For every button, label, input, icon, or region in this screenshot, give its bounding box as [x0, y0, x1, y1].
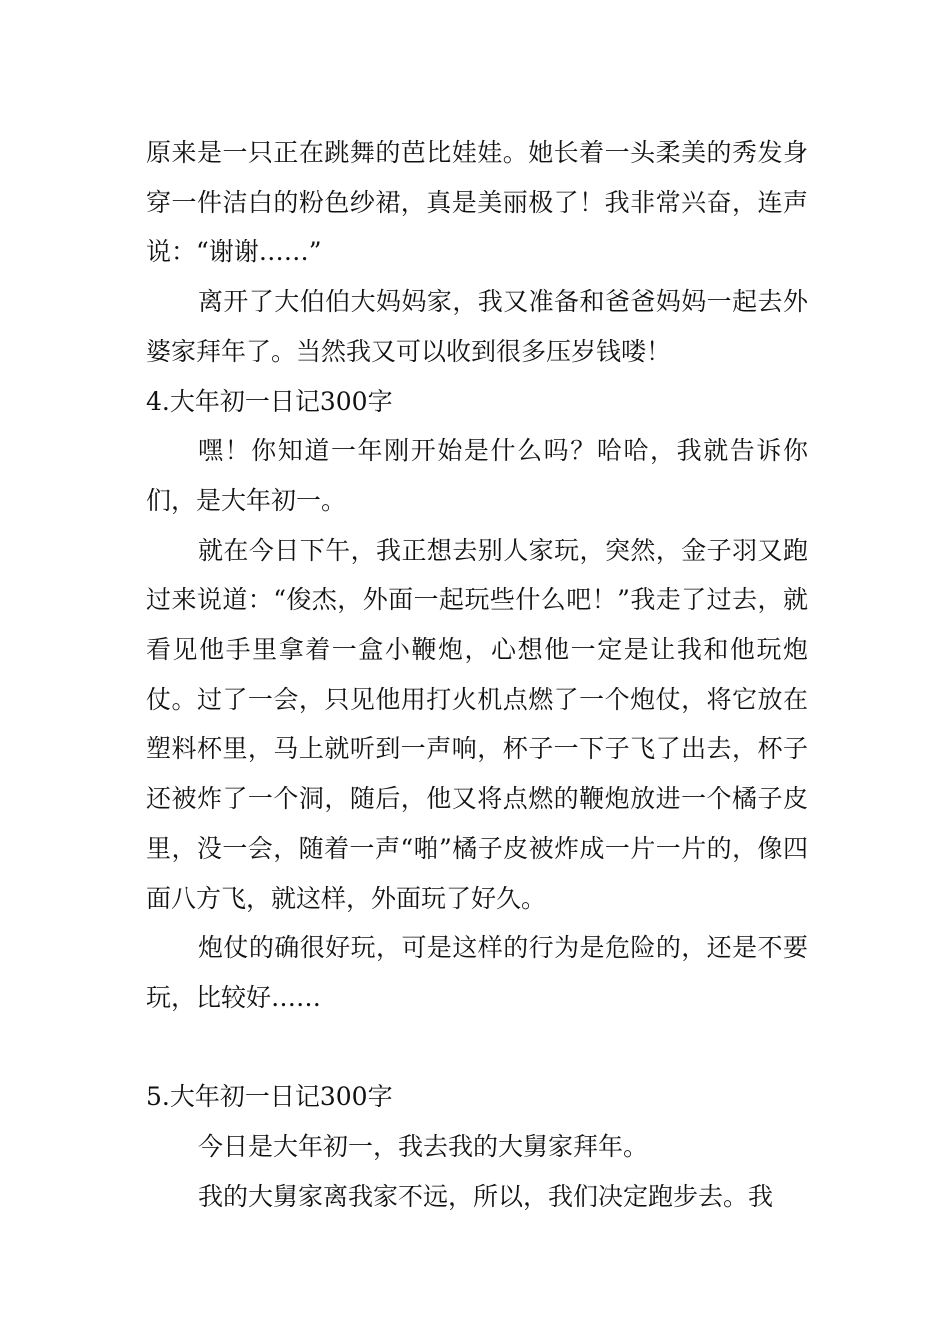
paragraph-visit-uncle: 今日是大年初一，我去我的大舅家拜年。 [198, 1132, 649, 1162]
section-heading-4: 4.大年初一日记300字 [146, 386, 393, 416]
document-body [146, 128, 808, 1221]
paragraph-new-year-day: 嘿！你知道一年刚开始是什么吗？哈哈，我就告诉你们，是大年初一。 [146, 436, 808, 515]
paragraph-barbie: 原来是一只正在跳舞的芭比娃娃。她长着一头柔美的秀发身穿一件洁白的粉色纱裙，真是美丽极了！我非常兴奋，连声说：“谢谢……” [146, 138, 808, 267]
paragraph-leave-uncle: 离开了大伯伯大妈妈家，我又准备和爸爸妈妈一起去外婆家拜年了。当然我又可以收到很多压岁钱喽！ [146, 287, 808, 366]
paragraph-firecrackers: 就在今日下午，我正想去别人家玩，突然，金子羽又跑过来说道：“俊杰，外面一起玩些什么吧！”我走了过去，就看见他手里拿着一盒小鞭炮，心想他一定是让我和他玩炮仗。过了一会，只见他用打火机点燃了一个炮仗，将它放在塑料杯里，马上就听到一声响，杯子一下子飞了出去，杯子还被炸了一个洞，随后，他又将点燃的鞭炮放进一个橘子皮里，没一会，随着一声“啪”橘子皮被炸成一片一片的，像四面八方飞，就这样，外面玩了好久。 [146, 535, 808, 913]
paragraph-run: 我的大舅家离我家不远，所以，我们决定跑步去。我 [198, 1181, 774, 1211]
paragraph-danger: 炮仗的确很好玩，可是这样的行为是危险的，还是不要玩，比较好…… [146, 933, 808, 1012]
section-heading-5: 5.大年初一日记300字 [146, 1082, 393, 1112]
blank-line [146, 1023, 808, 1073]
